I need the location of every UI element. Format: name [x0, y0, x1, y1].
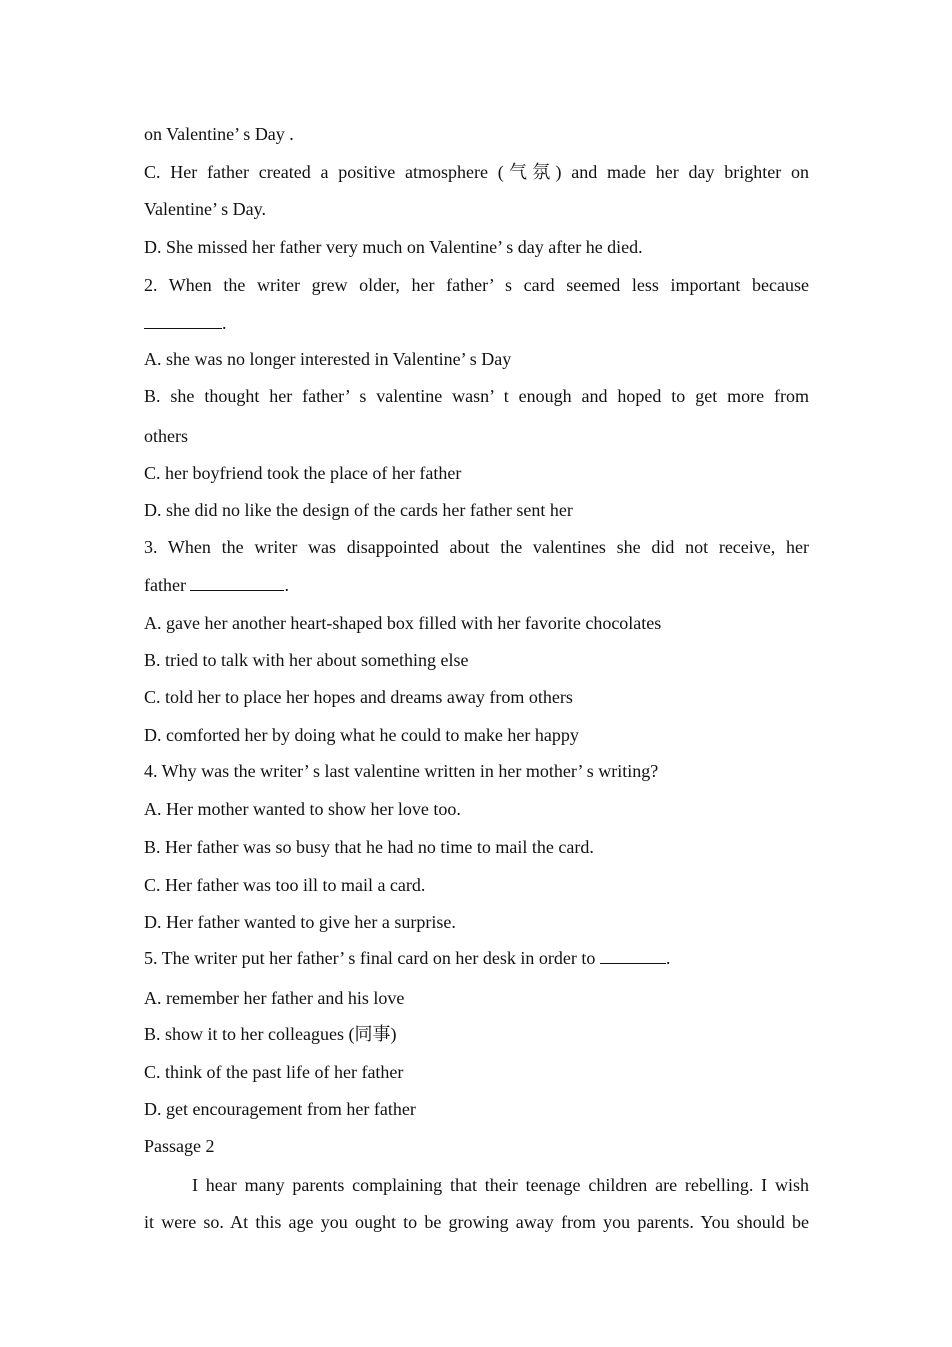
q3-stem-line2 — [144, 574, 289, 596]
q3-option-d: D. comforted her by doing what he could to make her happy — [144, 725, 579, 745]
q4-option-d: D. Her father wanted to give her a surprise. — [144, 912, 456, 932]
q2-stem-line2 — [144, 312, 227, 334]
passage-heading: Passage 2 — [144, 1136, 215, 1156]
answer-blank — [144, 312, 222, 329]
answer-blank — [190, 574, 284, 591]
q2-option-d: D. she did no like the design of the cards her father sent her — [144, 500, 573, 520]
q3-option-c: C. told her to place her hopes and dreams away from others — [144, 687, 573, 707]
q1-option-c-line1: C. Her father created a positive atmosphere (气氛) and made her day brighter on — [144, 162, 809, 182]
answer-blank — [600, 947, 666, 964]
q1-option-b-continuation: on Valentine’ s Day . — [144, 124, 294, 144]
q1-option-c-line2: Valentine’ s Day. — [144, 199, 266, 219]
q3-stem-end: . — [284, 575, 289, 595]
q5-option-a: A. remember her father and his love — [144, 988, 405, 1008]
q2-option-c: C. her boyfriend took the place of her father — [144, 463, 462, 483]
q5-stem-end: . — [665, 948, 671, 968]
q2-option-b-line1: B. she thought her father’ s valentine wasn’ t enough and hoped to get more from — [144, 386, 809, 406]
q2-stem-end: . — [222, 313, 227, 333]
q5-stem-text: 5. The writer put her father’ s final card on her desk in order to — [144, 948, 596, 968]
q3-option-a: A. gave her another heart-shaped box filled with her favorite chocolates — [144, 613, 662, 633]
passage-line1: I hear many parents complaining that their teenage children are rebelling. I wish — [192, 1175, 809, 1195]
q5-stem — [144, 947, 670, 969]
q5-option-c: C. think of the past life of her father — [144, 1062, 404, 1082]
q2-option-b-line2: others — [144, 426, 188, 446]
q4-stem: 4. Why was the writer’ s last valentine written in her mother’ s writing? — [144, 761, 659, 781]
q1-option-d: D. She missed her father very much on Valentine’ s day after he died. — [144, 237, 643, 257]
q5-option-b: B. show it to her colleagues (同事) — [144, 1024, 397, 1044]
q4-option-c: C. Her father was too ill to mail a card. — [144, 875, 426, 895]
q3-stem-line1: 3. When the writer was disappointed about the valentines she did not receive, her — [144, 537, 809, 557]
passage-line2: it were so. At this age you ought to be growing away from you parents. You should be — [144, 1212, 809, 1232]
q4-option-b: B. Her father was so busy that he had no time to mail the card. — [144, 837, 594, 857]
q5-option-d: D. get encouragement from her father — [144, 1099, 416, 1119]
q3-stem-word: father — [144, 575, 186, 595]
q4-option-a: A. Her mother wanted to show her love too. — [144, 799, 461, 819]
q2-option-a: A. she was no longer interested in Valentine’ s Day — [144, 349, 512, 369]
q2-stem-line1: 2. When the writer grew older, her father’ s card seemed less important because — [144, 275, 809, 295]
q3-option-b: B. tried to talk with her about something else — [144, 650, 469, 670]
